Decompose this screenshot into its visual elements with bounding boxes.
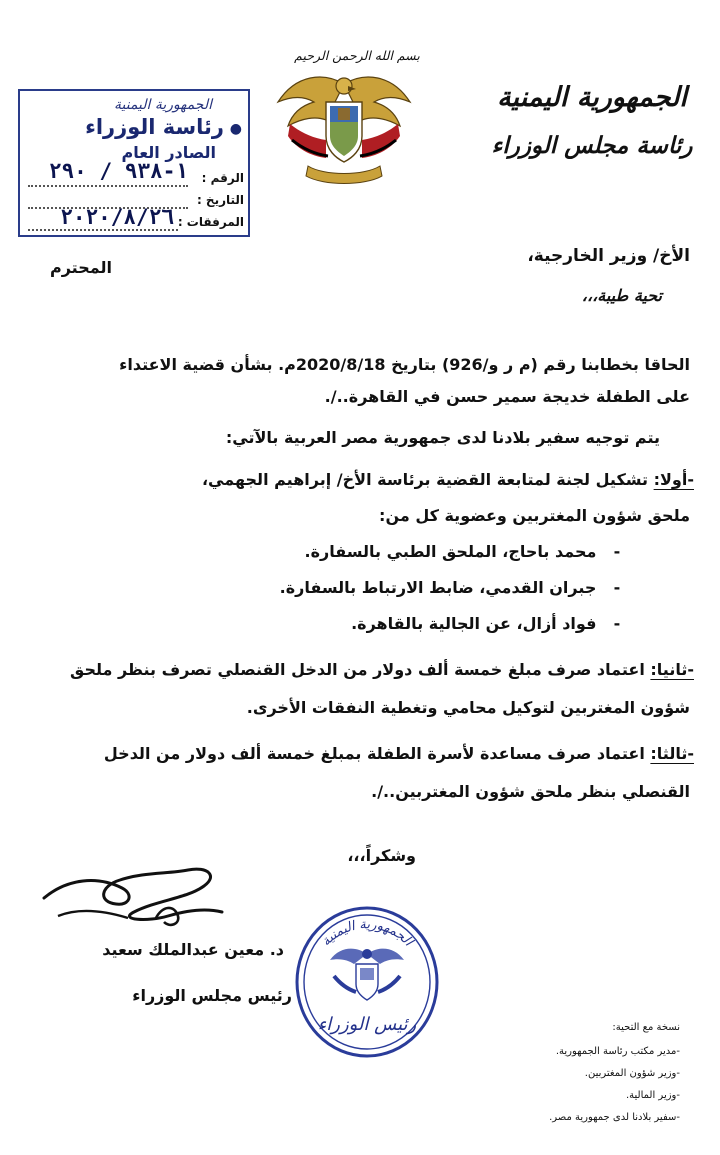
bullet-icon: ● bbox=[229, 121, 242, 137]
cc-item: -وزير شؤون المغتربين. bbox=[584, 1068, 680, 1079]
registry-stamp-office: رئاسة الوزراء bbox=[85, 115, 224, 139]
paragraph-1-line-1: الحاقا بخطابنا رقم (م ر و/926) بتاريخ 2020/8/18م. بشأن قضية الاعتداء bbox=[119, 355, 690, 374]
item-first-line-1 bbox=[202, 470, 694, 489]
registry-attachments-label: المرفقات : bbox=[177, 215, 244, 229]
letterhead-office: رئاسة مجلس الوزراء bbox=[491, 132, 693, 159]
official-seal-icon bbox=[292, 902, 442, 1060]
registry-number-line bbox=[28, 185, 188, 187]
cc-heading: نسخة مع التحية: bbox=[612, 1022, 680, 1033]
paragraph-2: يتم توجيه سفير بلادنا لدى جمهورية مصر العربية بالآتي: bbox=[225, 428, 660, 447]
item-third-line-1 bbox=[104, 744, 694, 763]
honorific: المحترم bbox=[50, 258, 112, 277]
closing-thanks: وشكراً،،، bbox=[347, 846, 416, 865]
item-second-text: اعتماد صرف مبلغ خمسة ألف دولار من الدخل القنصلي تصرف بنظر ملحق bbox=[70, 660, 645, 679]
handwritten-signature-icon bbox=[38, 858, 228, 936]
dash-icon: - bbox=[613, 578, 621, 597]
item-first-line-2: ملحق شؤون المغتربين وعضوية كل من: bbox=[379, 506, 690, 525]
item-second-line-2: شؤون المغتربين لتوكيل محامي وتغطية النفقات الأخرى. bbox=[246, 698, 690, 717]
member-item: - جبران القدمي، ضابط الارتباط بالسفارة. bbox=[280, 578, 632, 597]
registry-stamp-outgoing: الصادر العام bbox=[121, 143, 216, 162]
item-third-label: -ثالثا: bbox=[650, 744, 694, 763]
greeting: تحية طيبة،،، bbox=[581, 286, 662, 305]
cc-item: -وزير المالية. bbox=[625, 1090, 680, 1101]
registry-stamp-country: الجمهورية اليمنية bbox=[113, 97, 212, 113]
item-third-line-2: القنصلي بنظر ملحق شؤون المغتربين../. bbox=[371, 782, 690, 801]
member-item: - محمد باحاج، الملحق الطبي بالسفارة. bbox=[305, 542, 633, 561]
letterhead bbox=[482, 78, 702, 164]
dash-icon: - bbox=[613, 614, 621, 633]
registry-number-label: الرقم : bbox=[201, 171, 244, 185]
cc-item: -سفير بلادنا لدى جمهورية مصر. bbox=[549, 1112, 680, 1123]
registry-date-label: التاريخ : bbox=[196, 193, 244, 207]
signatory-title: رئيس مجلس الوزراء bbox=[132, 986, 292, 1005]
registry-box bbox=[18, 89, 250, 237]
cc-item: -مدير مكتب رئاسة الجمهورية. bbox=[555, 1046, 680, 1057]
dash-icon: - bbox=[613, 542, 621, 561]
registry-date-value: ٢٠٢٠/٨/٢٦ bbox=[60, 205, 174, 229]
signatory-name: د. معين عبدالملك سعيد bbox=[102, 940, 284, 959]
registry-attachments-line bbox=[28, 229, 178, 231]
item-second-label: -ثانيا: bbox=[650, 660, 694, 679]
member-item: - فواد أزال، عن الجالية بالقاهرة. bbox=[351, 614, 632, 633]
item-second-line-1 bbox=[70, 660, 694, 679]
paragraph-1-line-2: على الطفلة خديجة سمير حسن في القاهرة../. bbox=[324, 387, 690, 406]
addressee-line: الأخ/ وزير الخارجية، bbox=[527, 246, 690, 266]
basmala: بسم الله الرحمن الرحيم bbox=[294, 48, 420, 63]
seal-bottom-text: رئيس الوزراء bbox=[317, 1014, 417, 1035]
item-third-text: اعتماد صرف مساعدة لأسرة الطفلة بمبلغ خمسة ألف دولار من الدخل bbox=[103, 744, 645, 763]
letterhead-country: الجمهورية اليمنية bbox=[497, 82, 687, 113]
item-first-text: تشكيل لجنة لمتابعة القضية برئاسة الأخ/ إبراهيم الجهمي، bbox=[201, 470, 649, 489]
registry-number-value: ١-٩٣٨ / ٢٩٠ bbox=[48, 159, 188, 183]
yemen-eagle-emblem-icon bbox=[270, 62, 418, 190]
item-first-label: -أولا: bbox=[653, 470, 694, 489]
seal-top-text: الجمهورية اليمنية bbox=[318, 917, 416, 950]
